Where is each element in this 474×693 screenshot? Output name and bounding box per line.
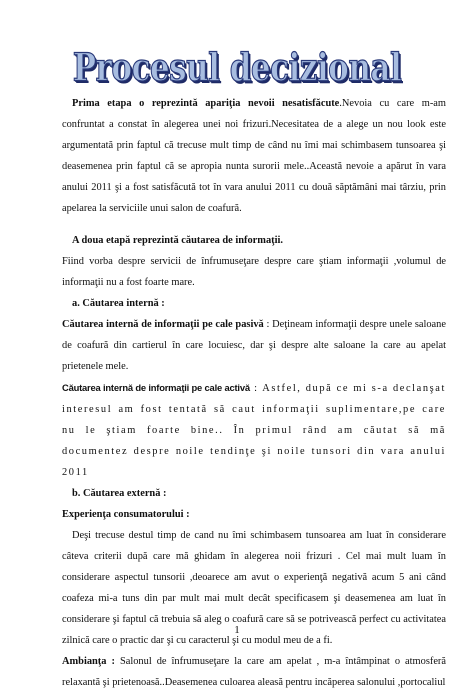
document-body bbox=[62, 93, 446, 693]
paragraph-first-stage bbox=[62, 93, 446, 219]
passive-search-text: : Deţineam informaţii despre unele saloane de coafură din cartierul în care locuiesc, dar şi despre alte saloane la care au apelat prietenele mele. bbox=[62, 319, 446, 372]
page-number: 1 bbox=[234, 624, 240, 636]
consumer-experience-text: Deşi trecuse destul timp de cand nu îmi schimbasem tunsoarea am luat în considerare câteva criterii după care mă ghidam în alegerea noii frizuri . Cel mai mult luam în considerare aspectul tunsorii ,deoarece am avut o experienţă negativă acum 5 ani când coafeza mi-a tuns din par mult mai mult decât specificasem şi deasemenea am luat în considerare şi faptul că trebuia să aleg o coafură care să se potrivească perfect cu activitatea zilnică care o practic dar şi cu caracterul şi cu modul meu de a fi. bbox=[62, 530, 446, 646]
active-search-label: Căutarea internă de informaţii pe cale activă bbox=[62, 382, 250, 393]
second-stage-heading: A doua etapă reprezintă căutarea de informaţii. bbox=[72, 235, 283, 246]
passive-search-label: Căutarea internă de informaţii pe cale pasivă bbox=[62, 319, 264, 330]
second-stage-text: Fiind vorba despre servicii de înfrumuseţare despre care ştiam informaţii ,volumul de informaţii nu a fost foarte mare. bbox=[62, 256, 446, 288]
active-search-text: : Astfel, după ce mi s-a declanşat interesul am fost tentată să caut informaţii suplimentare,pe care nu le ştiam foarte bine.. În primul rând am căutat să mă documentez despre noile tendinţe şi noile tunsori din vara anului 2011 bbox=[62, 383, 446, 478]
consumer-experience-heading: Experienţa consumatorului : bbox=[62, 509, 190, 520]
paragraph-passive-search bbox=[62, 314, 446, 377]
paragraph-ambiance bbox=[62, 651, 446, 693]
paragraph-active-search bbox=[62, 377, 446, 483]
internal-search-heading: a. Căutarea internă : bbox=[72, 298, 165, 309]
document-title: Procesul decizional bbox=[72, 45, 402, 91]
ambiance-text: Salonul de înfrumuseţare la care am apelat , m-a întâmpinat o atmosferă relaxantă şi prietenoasă..Deasemenea culoarea aleasă pentru incăperea salonului ,portocaliul bbox=[62, 656, 447, 688]
external-search-heading: b. Căutarea externă : bbox=[72, 488, 167, 499]
first-stage-text: .Nevoia cu care m-am confruntat a constat în alegerea unei noi frizuri.Necesitatea de a alege un nou look este argumentată prin faptul că trecuse mult timp de când nu îmi mai schimbasem tunsoarea şi deasemenea prin faptul că se apropia nunta surorii mele..Această nevoie a apărut în vara anului 2011 şi a fost satisfăcută tot în vara anului 2011 cu două săptămâni mai târziu, prin apelarea la serviciile unui salon de coafură. bbox=[62, 98, 446, 214]
first-stage-heading: Prima etapa o reprezintă apariţia nevoii nesatisfăcute bbox=[72, 98, 340, 109]
ambiance-label: Ambianţa : bbox=[62, 656, 115, 667]
